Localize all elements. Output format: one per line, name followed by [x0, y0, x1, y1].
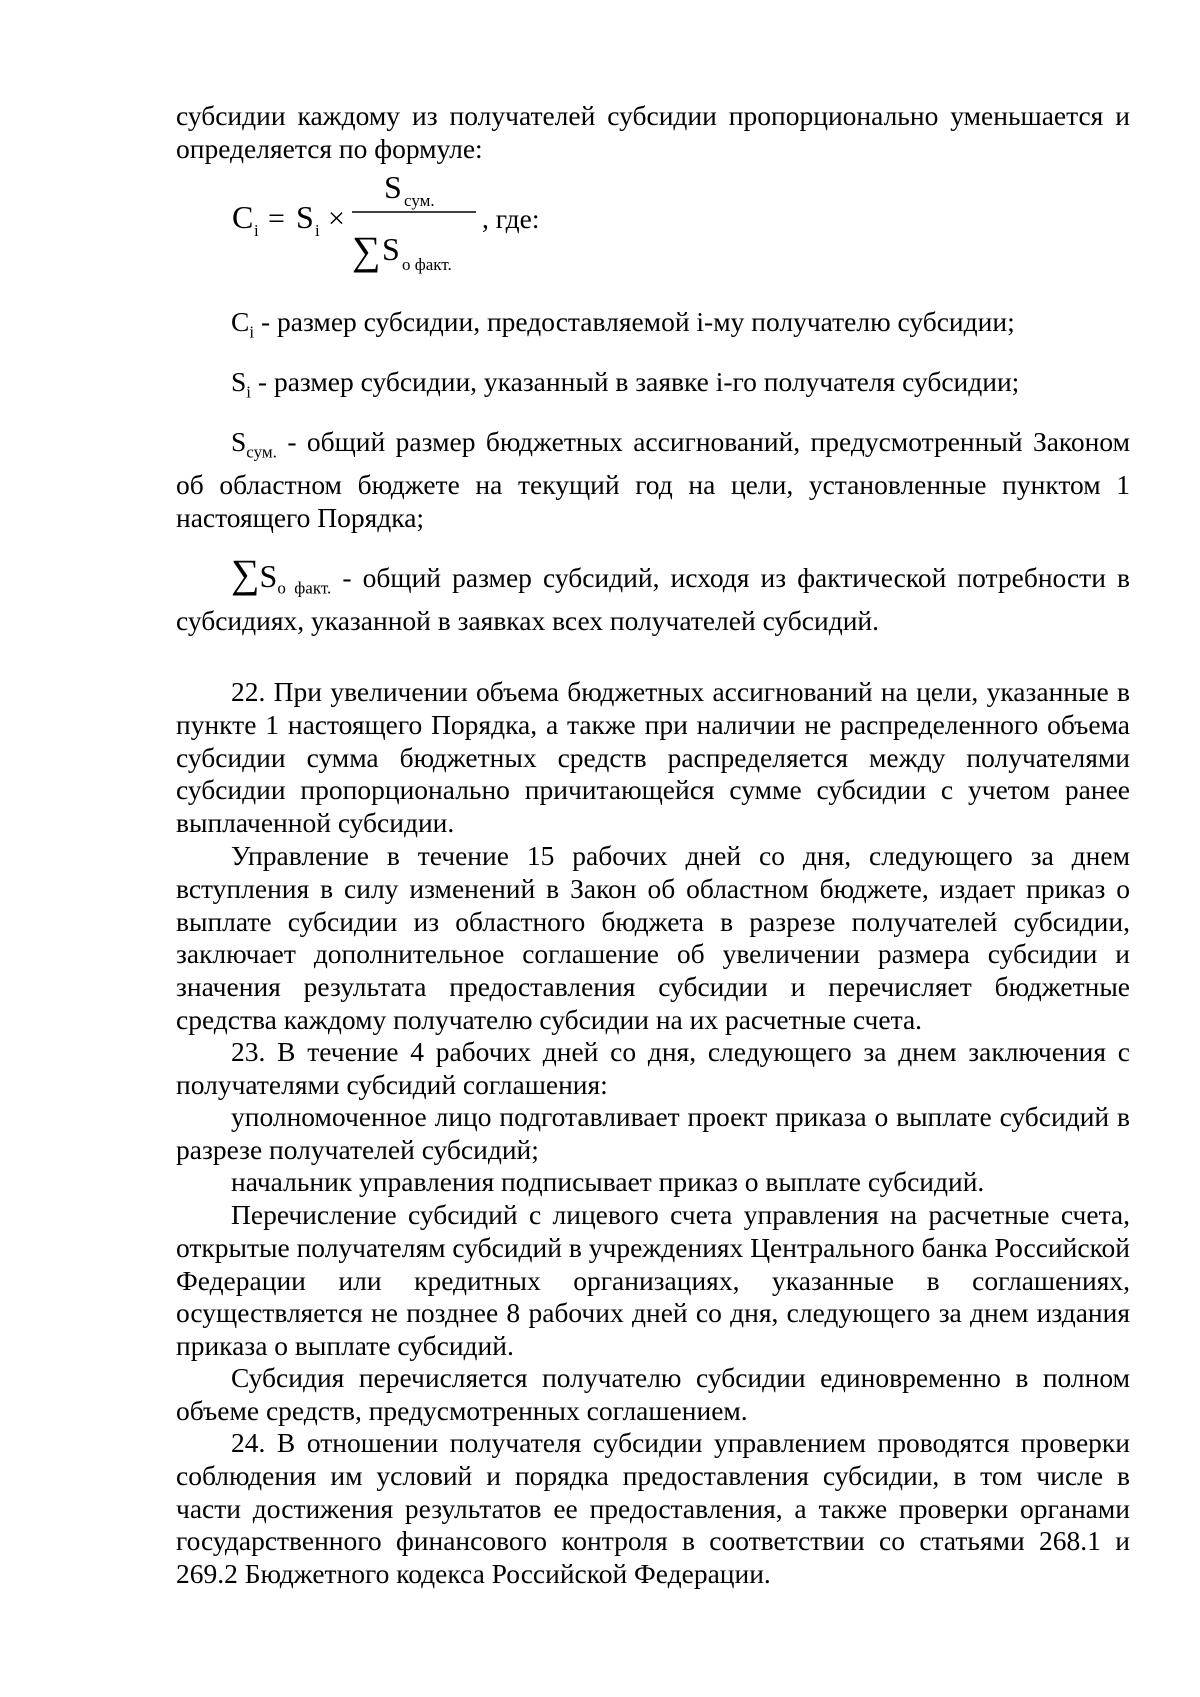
formula-s: S: [296, 199, 314, 235]
ci-subscript: i: [249, 322, 255, 342]
formula-denominator: S: [382, 231, 400, 267]
paragraph-24: 24. В отношении получателя субсидии управлением проводятся проверки соблюдения им условий и порядка предоставления субсидии, в том числе в части достижения результатов ее предоставления, а также проверки органами государственного финансового контроля в соответствии со статьями 268.1 и 269.2 Бюджетного кодекса Российской Федерации.: [176, 1427, 1130, 1590]
si-text: - размер субсидии, указанный в заявке i-го получателя субсидии;: [251, 366, 1020, 397]
formula-denominator-sub: о факт.: [402, 255, 452, 274]
sfact-symbol: S: [259, 558, 278, 594]
paragraph-23-transfer: Перечисление субсидий с лицевого счета управления на расчетные счета, открытые получателям субсидий в учреждениях Центрального банка Российской Федерации или кредитных организациях, указанные в соглашениях, осуществляется не позднее 8 рабочих дней со дня, следующего за днем издания приказа о выплате субсидий.: [176, 1199, 1130, 1362]
si-symbol: S: [231, 366, 247, 397]
ci-symbol: C: [231, 306, 250, 337]
ssum-subscript: сум.: [246, 442, 277, 462]
formula-numerator-sub: сум.: [404, 191, 435, 210]
formula-where: , где:: [482, 203, 540, 234]
formula-times: ×: [328, 202, 345, 235]
paragraph-23-single-payment: Субсидия перечисляется получателю субсидии единовременно в полном объеме средств, предусмотренных соглашением.: [176, 1362, 1130, 1426]
definition-ci: [176, 306, 1130, 349]
definition-ssum: [176, 426, 1130, 535]
ci-text: - размер субсидии, предоставляемой i-му получателю субсидии;: [254, 306, 1015, 337]
formula-lhs-sub: i: [254, 221, 259, 240]
paragraph-22-continued: Управление в течение 15 рабочих дней со дня, следующего за днем вступления в силу изменений в Закон об областном бюджете, издает приказ о выплате субсидии из областного бюджета в разрезе получателей субсидии, заключает дополнительное соглашение об увеличении размера субсидии и значения результата предоставления субсидии и перечисляет бюджетные средства каждому получателю субсидии на их расчетные счета.: [176, 840, 1130, 1035]
paragraph-23-item-2: начальник управления подписывает приказ о выплате субсидий.: [231, 1166, 985, 1197]
definition-si: [176, 366, 1130, 409]
formula-lhs: C: [232, 199, 254, 235]
formula-s-sub: i: [315, 221, 320, 240]
intro-paragraph: субсидии каждому из получателей субсидии пропорционально уменьшается и определяется по формуле:: [176, 100, 1130, 164]
ssum-symbol: S: [231, 426, 247, 457]
paragraph-23-item-1: уполномоченное лицо подготавливает проект приказа о выплате субсидий в разрезе получателей субсидий;: [176, 1101, 1130, 1165]
definition-sfact: [176, 551, 1131, 638]
formula-sum-symbol: ∑: [352, 228, 381, 273]
sfact-subscript: о факт.: [277, 578, 332, 598]
paragraph-23: 23. В течение 4 рабочих дней со дня, следующего за днем заключения с получателями субсидий соглашения:: [176, 1036, 1130, 1100]
sfact-text: - общий размер субсидий, исходя из фактической потребности в субсидиях, указанной в заявках всех получателей субсидий.: [176, 562, 1131, 637]
si-subscript: i: [246, 382, 252, 402]
ssum-text: - общий размер бюджетных ассигнований, предусмотренный Законом об областном бюджете на текущий год на цели, установленные пунктом 1 настоящего Порядка;: [176, 426, 1130, 534]
paragraph-22: 22. При увеличении объема бюджетных ассигнований на цели, указанные в пункте 1 настоящего Порядка, а также при наличии не распределенного объема субсидии сумма бюджетных средств распределяется между получателями субсидии пропорционально причитающейся сумме субсидии с учетом ранее выплаченной субсидии.: [176, 676, 1130, 839]
formula-equals: =: [268, 202, 285, 235]
subsidy-formula: [232, 166, 632, 276]
sfact-sum-symbol: ∑: [231, 551, 260, 596]
formula-numerator: S: [384, 169, 402, 205]
